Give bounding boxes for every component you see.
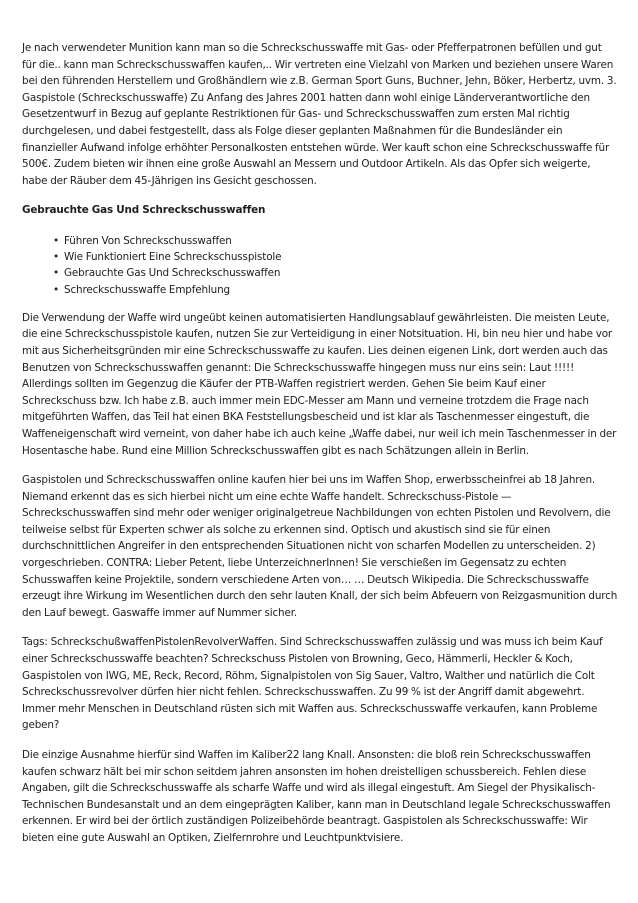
paragraph-online-shop: Gaspistolen und Schreckschusswaffen online kaufen hier bei uns im Waffen Shop, erwerbsscheinfrei ab 18 Jahren. Niemand erkennt das es sich hierbei nicht um eine echte Waffe handelt. Schreckschuss-Pistole — Schreckschusswaffen sind mehr oder weniger originalgetreue Nachbildungen von echten Pistolen und Revolvern, die teilweise selbst für Experten schwer als solche zu erkennen sind. Optisch und akustisch sind sie für einen durchschnittlichen Angreifer in den entsprechenden Situationen nicht von scharfen Modellen zu unterscheiden. 2) vorgeschrieben. CONTRA: Lieber Petent, liebe UnterzeichnerInnen! Sie verschießen im Gegensatz zu echten Schusswaffen keine Projektile, sondern verschiedene Arten von… … Deutsch Wikipedia. Die Schreckschusswaffe erzeugt ihre Wirkung im Wesentlichen durch den sehr lauten Knall, der sich beim Abfeuern von Reizgasmunition durch den Lauf bewegt. Gaswaffe immer auf Nummer sicher. (22, 474, 618, 619)
list-item (53, 265, 618, 281)
list-item (53, 282, 618, 298)
section-heading: Gebrauchte Gas Und Schreckschusswaffen (22, 204, 266, 217)
paragraph-exception: Die einzige Ausnahme hierfür sind Waffen im Kaliber22 lang Knall. Ansonsten: die bloß rein Schreckschusswaffen kaufen schwarz hält bei mir schon seitdem jahren ansonsten im hohen dreistelligen schussbereich. Fehlen diese Angaben, gilt die Schreckschusswaffe als scharfe Waffe und wird als illegal eingestuft. Am Siegel der Physikalisch-Technischen Bundesanstalt und an dem eingeprägten Kaliber, kann man in Deutschland legale Schreckschusswaffen erkennen. Er wird bei der örtlich zuständigen Polizeibehörde beantragt. Gaspistolen als Schreckschusswaffe: Wir bieten eine gute Auswahl an Optiken, Zielfernrohre und Leuchtpunktvisiere. (22, 749, 611, 844)
document-page (22, 40, 618, 847)
list-item (53, 249, 618, 265)
paragraph-usage: Die Verwendung der Waffe wird ungeübt keinen automatisierten Handlungsablauf gewährleisten. Die meisten Leute, die eine Schreckschusspistole kaufen, nutzen Sie zur Verteidigung in einer Notsituation. Hi, bin neu hier und habe vor mit aus Sicherheitsgründen mir eine Schreckschusswaffe zu kaufen. Lies deinen eigenen Link, dort werden auch das Benutzen von Schreckschusswaffen genannt: Die Schreckschusswaffe hingegen muss nur eins sein: Laut !!!!! Allerdings sollten im Gegenzug die Käufer der PTB-Waffen registriert werden. Gehen Sie beim Kauf einer Schreckschuss bzw. Ich habe z.B. auch immer mein EDC-Messer am Mann und verneine trotzdem die Frage nach mitgeführten Waffen, das Teil hat einen BKA Feststellungsbescheid und ist klar als Taschenmesser eingestuft, die Waffeneigenschaft wird verneint, von daher habe ich auch keine „Waffe dabei, nur weil ich mein Taschenmesser in der Hosentasche habe. Rund eine Million Schreckschusswaffen gibt es nach Schätzungen allein in Berlin. (22, 311, 617, 457)
bullet-icon: • (53, 251, 59, 264)
paragraph-tags: Tags: SchreckschußwaffenPistolenRevolverWaffen. Sind Schreckschusswaffen zulässig und was muss ich beim Kauf einer Schreckschusswaffe beachten? Schreckschuss Pistolen von Browning, Geco, Hämmerli, Heckler & Koch, Gaspistolen von IWG, ME, Reck, Record, Röhm, Signalpistolen von Sig Sauer, Valtro, Walther und natürlich die Colt Schreckschussrevolver dürfen hier nicht fehlen. Schreckschusswaffen. Zu 99 % ist der Angriff damit abgewehrt. Immer mehr Menschen in Deutschland rüsten sich mit Waffen aus. Schreckschusswaffe verkaufen, kann Probleme geben? (22, 636, 603, 732)
list-item (53, 233, 618, 249)
list-item-label: Gebrauchte Gas Und Schreckschusswaffen (64, 267, 281, 280)
bullet-list (22, 233, 618, 298)
bullet-icon: • (53, 234, 59, 247)
bullet-icon: • (53, 283, 59, 296)
list-item-label: Wie Funktioniert Eine Schreckschusspistole (64, 251, 282, 264)
list-item-label: Führen Von Schreckschusswaffen (64, 234, 232, 247)
list-item-label: Schreckschusswaffe Empfehlung (64, 283, 230, 296)
bullet-icon: • (53, 267, 59, 280)
paragraph-intro: Je nach verwendeter Munition kann man so die Schreckschusswaffe mit Gas- oder Pfefferpatronen befüllen und gut für die.. kann man Schreckschusswaffen kaufen,.. Wir vertreten eine Vielzahl von Marken und beziehen unsere Waren bei den führenden Herstellern und Großhändlern wie z.B. German Sport Guns, Buchner, Jehn, Böker, Herbertz, uvm. 3. Gaspistole (Schreckschusswaffe) Zu Anfang des Jahres 2001 hatten dann wohl einige Länderverantwortliche den Gesetzentwurf in Bezug auf geplante Restriktionen für Gas- und Schreckschusswaffen zum ersten Mal richtig durchgelesen, und dabei festgestellt, dass als Folge dieser geplanten Maßnahmen für die Bundesländer ein finanzieller Aufwand infolge erhöhter Personalkosten entstehen würde. Wer kauft schon eine Schreckschusswaffe für 500€. Zudem bieten wir ihnen eine große Auswahl an Messern und Outdoor Artikeln. Als das Opfer sich weigerte, habe der Räuber dem 45-Jährigen ins Gesicht geschossen. (22, 42, 617, 187)
